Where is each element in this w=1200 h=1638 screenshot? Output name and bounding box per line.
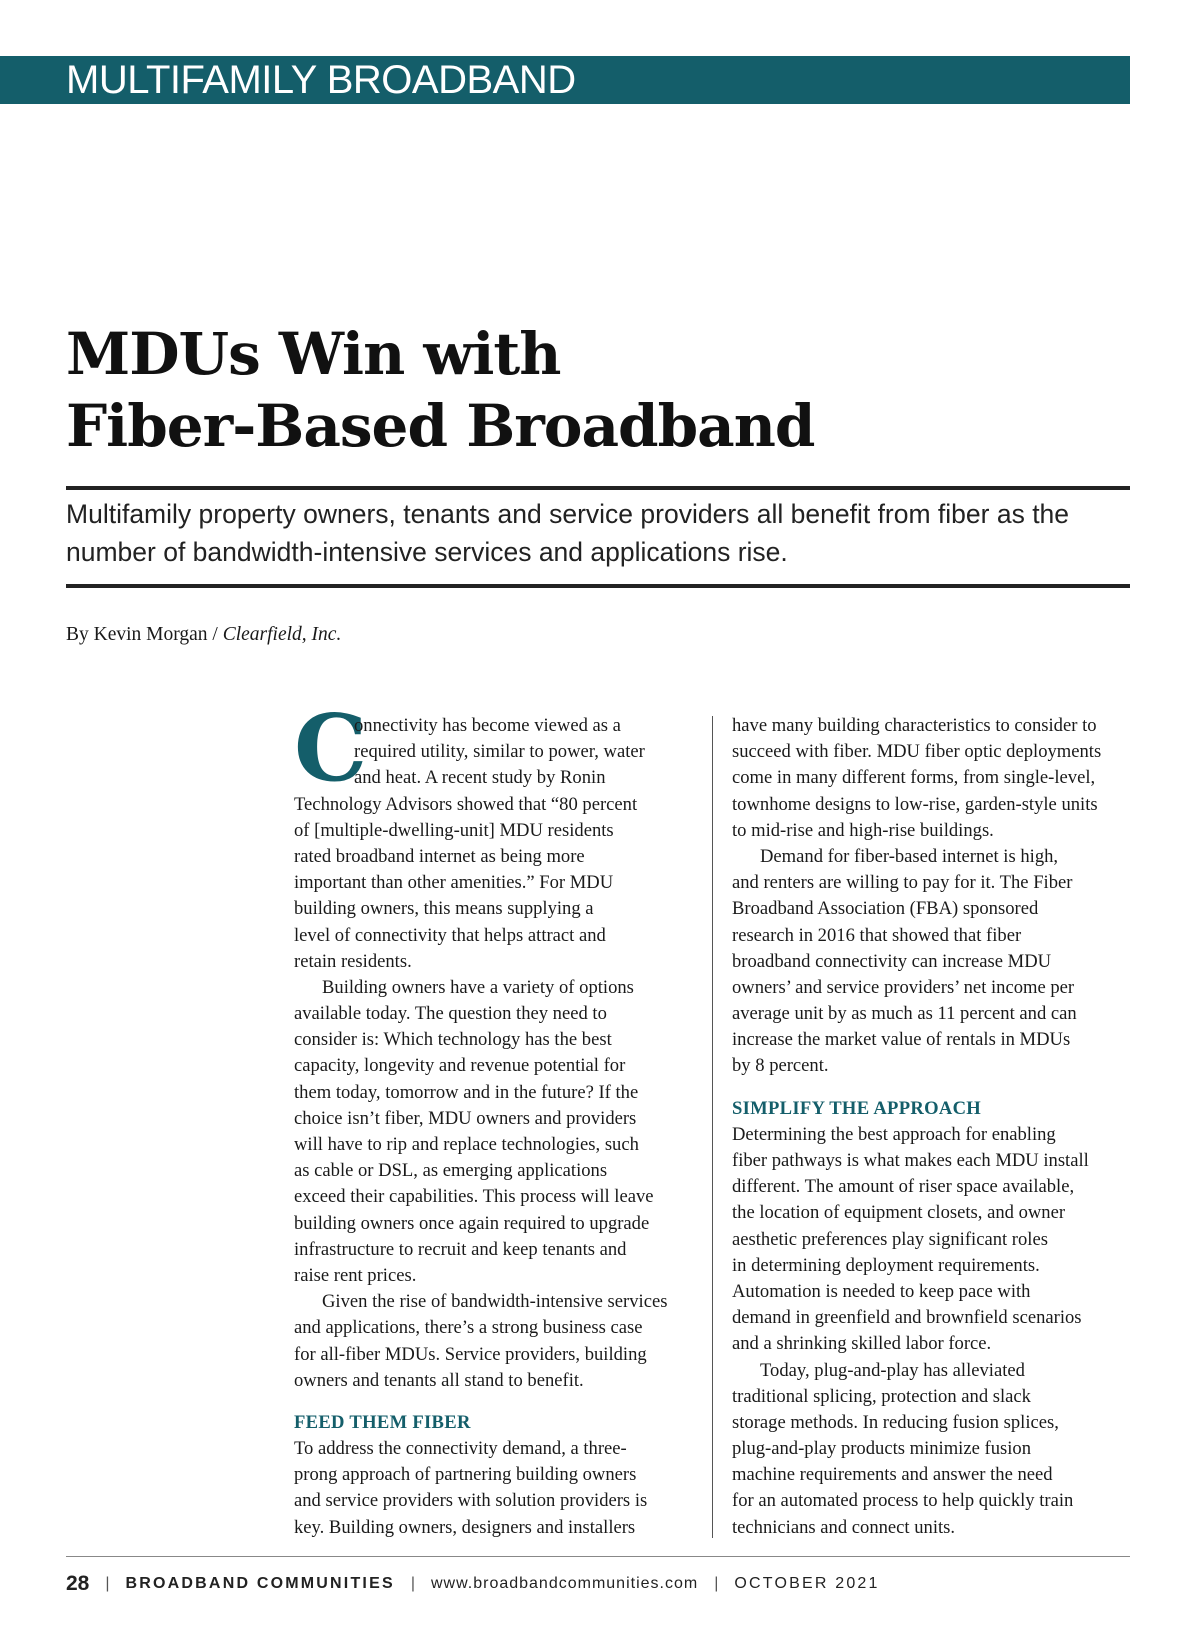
text-line: traditional splicing, protection and slack bbox=[732, 1385, 1031, 1407]
text-line: Determining the best approach for enabling bbox=[732, 1123, 1056, 1145]
footer-separator: | bbox=[714, 1575, 719, 1592]
paragraph bbox=[294, 975, 694, 1289]
text-line: Broadband Association (FBA) sponsored bbox=[732, 898, 1039, 920]
paragraph bbox=[294, 1436, 694, 1541]
text-line: prong approach of partnering building owners bbox=[294, 1464, 637, 1486]
text-line: fiber pathways is what makes each MDU install bbox=[732, 1150, 1089, 1171]
text-line: succeed with fiber. MDU fiber optic deployments bbox=[732, 741, 1102, 763]
text-line: different. The amount of riser space available, bbox=[732, 1176, 1075, 1198]
text-line: storage methods. In reducing fusion splices, bbox=[732, 1411, 1059, 1433]
section-label: MULTIFAMILY BROADBAND bbox=[66, 58, 576, 102]
headline-line-2: Fiber-Based Broadband bbox=[66, 392, 815, 460]
text-line: of [multiple-dwelling-unit] MDU residents bbox=[294, 819, 614, 841]
text-line: aesthetic preferences play significant roles bbox=[732, 1228, 1048, 1250]
text-line: building owners, this means supplying a bbox=[294, 898, 594, 920]
text-line: Building owners have a variety of options bbox=[322, 976, 634, 998]
text-line: consider is: Which technology has the best bbox=[294, 1029, 612, 1051]
publication-name: BROADBAND COMMUNITIES bbox=[125, 1575, 395, 1592]
dek-top-rule bbox=[66, 486, 1130, 490]
body-column-1 bbox=[294, 713, 694, 1541]
text-line: have many building characteristics to consider to bbox=[732, 715, 1097, 736]
text-line: Given the rise of bandwidth-intensive services bbox=[322, 1291, 668, 1313]
text-line: and service providers with solution providers is bbox=[294, 1490, 648, 1512]
text-line: plug-and-play products minimize fusion bbox=[732, 1438, 1031, 1460]
section-heading-simplify-the-approach: SIMPLIFY THE APPROACH bbox=[732, 1097, 982, 1119]
text-line: broadband connectivity can increase MDU bbox=[732, 950, 1052, 972]
text-line: To address the connectivity demand, a three- bbox=[294, 1438, 627, 1460]
paragraph bbox=[732, 844, 1130, 1080]
paragraph bbox=[294, 1289, 694, 1394]
byline bbox=[66, 624, 341, 646]
text-line: by 8 percent. bbox=[732, 1055, 829, 1077]
text-line: onnectivity has become viewed as a bbox=[354, 715, 621, 736]
issue-date: OCTOBER 2021 bbox=[734, 1575, 880, 1592]
text-line: in determining deployment requirements. bbox=[732, 1254, 1040, 1276]
byline-author: By Kevin Morgan / bbox=[66, 624, 223, 645]
publication-url: www.broadbandcommunities.com bbox=[430, 1575, 699, 1592]
column-divider bbox=[712, 716, 713, 1538]
text-line: available today. The question they need to bbox=[294, 1003, 607, 1025]
text-line: building owners once again required to upgrade bbox=[294, 1212, 650, 1234]
text-line: choice isn’t fiber, MDU owners and providers bbox=[294, 1107, 637, 1129]
text-line: as cable or DSL, as emerging applications bbox=[294, 1160, 608, 1182]
text-line: will have to rip and replace technologies, such bbox=[294, 1134, 639, 1155]
text-line: average unit by as much as 11 percent and can bbox=[732, 1003, 1077, 1025]
byline-company: Clearfield, Inc. bbox=[222, 624, 342, 645]
paragraph bbox=[732, 713, 1130, 844]
text-line: infrastructure to recruit and keep tenants and bbox=[294, 1238, 627, 1260]
paragraph bbox=[294, 713, 694, 975]
text-line: Today, plug-and-play has alleviated bbox=[760, 1359, 1025, 1381]
text-line: and heat. A recent study by Ronin bbox=[354, 767, 606, 789]
drop-cap: C bbox=[294, 694, 368, 802]
text-line: important than other amenities.” For MDU bbox=[294, 872, 614, 894]
text-line: exceed their capabilities. This process will leave bbox=[294, 1186, 654, 1208]
text-line: Technology Advisors showed that “80 percent bbox=[294, 793, 638, 815]
text-line: to mid-rise and high-rise buildings. bbox=[732, 819, 994, 841]
headline-line-1: MDUs Win with bbox=[66, 320, 561, 388]
page-footer bbox=[66, 1572, 880, 1596]
text-line: increase the market value of rentals in MDUs bbox=[732, 1029, 1071, 1051]
footer-separator: | bbox=[105, 1575, 110, 1592]
text-line: owners’ and service providers’ net income per bbox=[732, 976, 1075, 998]
text-line: technicians and connect units. bbox=[732, 1516, 956, 1538]
text-line: machine requirements and answer the need bbox=[732, 1464, 1053, 1486]
text-line: for an automated process to help quickly train bbox=[732, 1490, 1074, 1512]
text-line: research in 2016 that showed that fiber bbox=[732, 924, 1022, 946]
text-line: capacity, longevity and revenue potential for bbox=[294, 1055, 626, 1077]
text-line: key. Building owners, designers and installers bbox=[294, 1516, 636, 1538]
paragraph bbox=[732, 1358, 1130, 1541]
text-line: for all-fiber MDUs. Service providers, building bbox=[294, 1343, 647, 1365]
text-line: raise rent prices. bbox=[294, 1264, 417, 1286]
text-line: demand in greenfield and brownfield scenarios bbox=[732, 1307, 1082, 1329]
section-band bbox=[0, 56, 1130, 104]
dek-bottom-rule bbox=[66, 584, 1130, 588]
text-line: the location of equipment closets, and owner bbox=[732, 1202, 1066, 1224]
text-line: rated broadband internet as being more bbox=[294, 845, 585, 867]
page-number: 28 bbox=[66, 1572, 90, 1595]
footer-separator: | bbox=[410, 1575, 415, 1592]
text-line: townhome designs to low-rise, garden-style units bbox=[732, 793, 1098, 815]
text-line: owners and tenants all stand to benefit. bbox=[294, 1369, 584, 1391]
text-line: and renters are willing to pay for it. The Fiber bbox=[732, 872, 1073, 894]
text-line: them today, tomorrow and in the future? If the bbox=[294, 1081, 639, 1103]
text-line: Automation is needed to keep pace with bbox=[732, 1280, 1031, 1302]
text-line: retain residents. bbox=[294, 950, 412, 972]
text-line: level of connectivity that helps attract and bbox=[294, 924, 606, 946]
article-dek: Multifamily property owners, tenants and service providers all benefit from fiber as the number of bandwidth-intensive services and applications rise. bbox=[66, 499, 1070, 567]
footer-rule bbox=[66, 1556, 1130, 1557]
text-line: Demand for fiber-based internet is high, bbox=[760, 845, 1059, 867]
text-line: required utility, similar to power, water bbox=[354, 741, 645, 763]
body-column-2 bbox=[732, 713, 1130, 1541]
text-line: and applications, there’s a strong business case bbox=[294, 1317, 643, 1339]
text-line: and a shrinking skilled labor force. bbox=[732, 1333, 992, 1355]
article-headline bbox=[66, 318, 1126, 462]
paragraph bbox=[732, 1122, 1130, 1358]
text-line: come in many different forms, from single-level, bbox=[732, 767, 1096, 789]
section-heading-feed-them-fiber: FEED THEM FIBER bbox=[294, 1411, 471, 1433]
